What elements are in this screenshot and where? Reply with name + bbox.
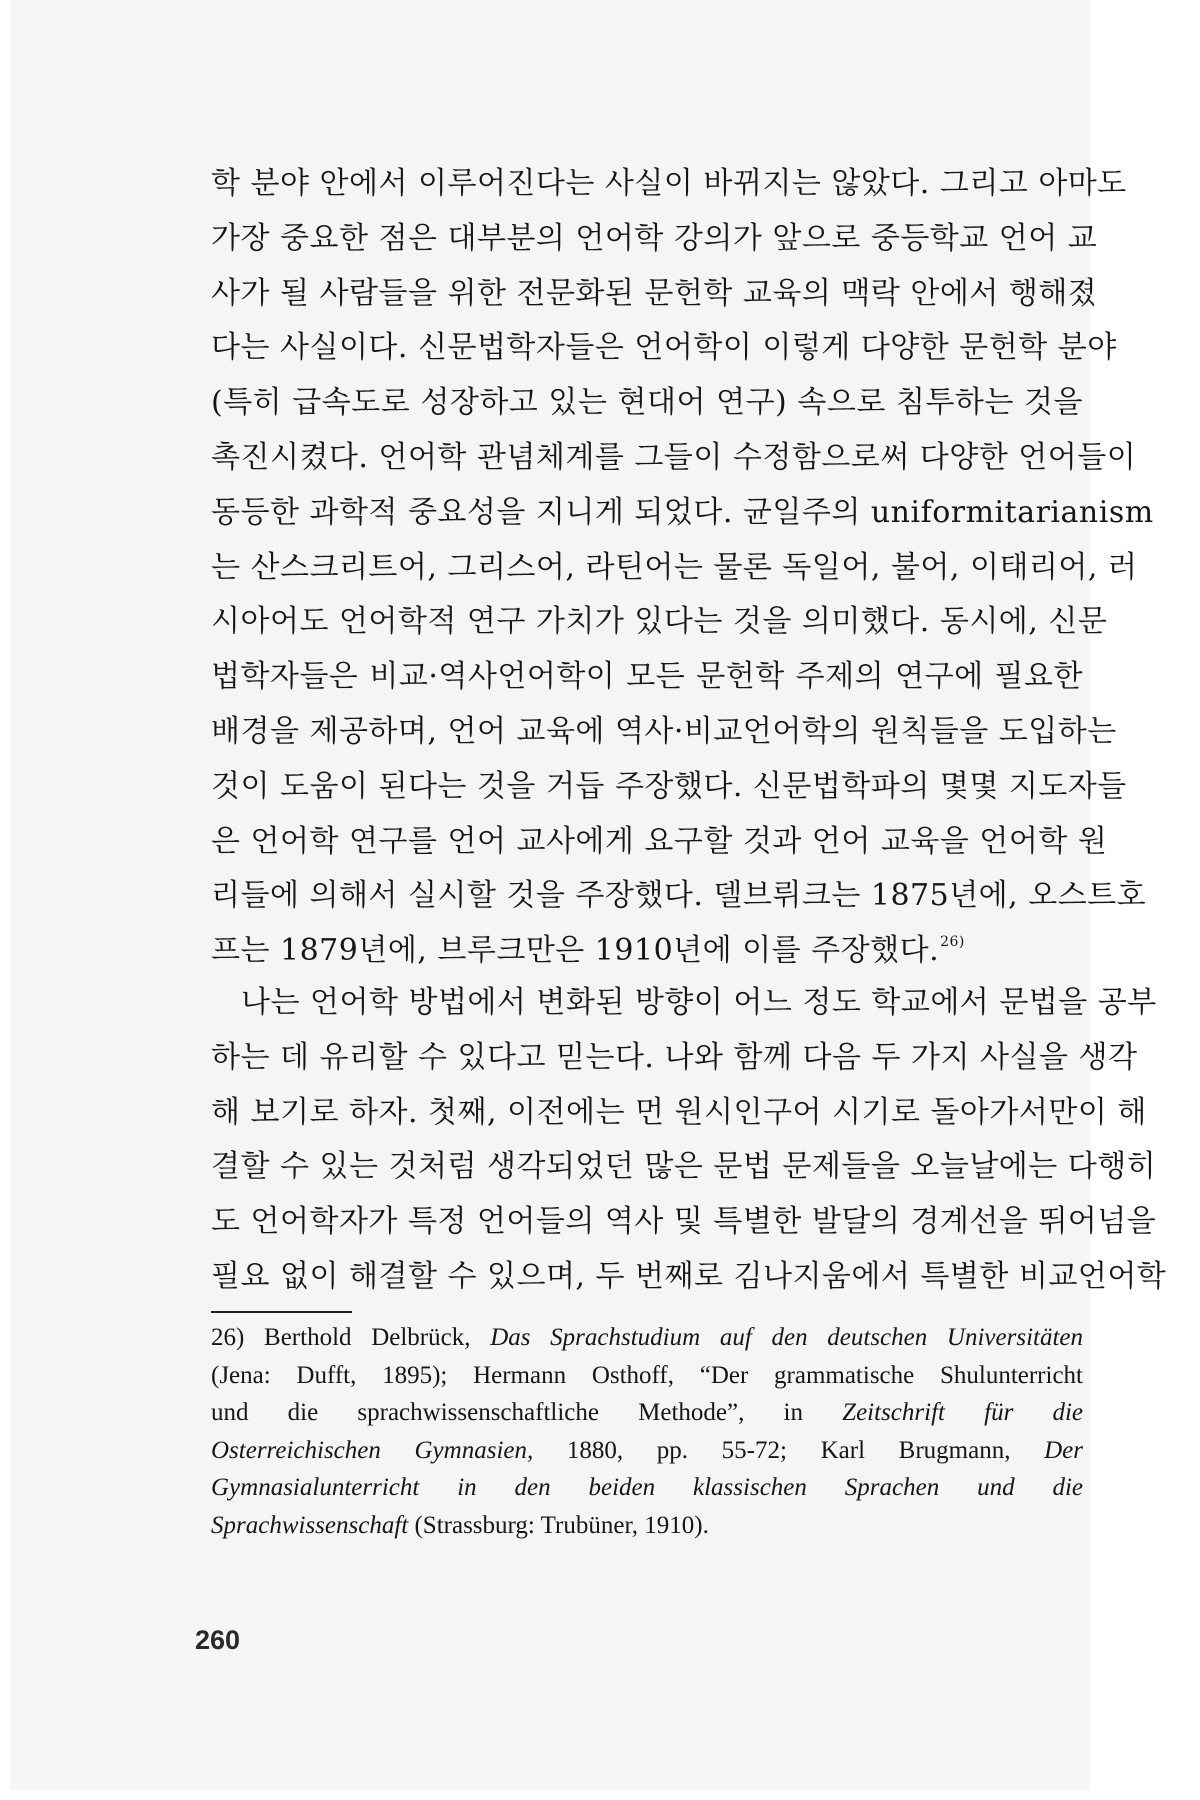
page-number: 260 (195, 1625, 241, 1655)
text-line: 결할 수 있는 것처럼 생각되었던 많은 문법 문제들을 오늘날에는 다행히 (211, 1149, 1157, 1185)
text-line: 시아어도 언어학적 연구 가치가 있다는 것을 의미했다. 동시에, 신문 (211, 604, 1108, 640)
text-line: 동등한 과학적 중요성을 지니게 되었다. 균일주의 uniformitarianism (211, 494, 1154, 530)
footnote-reference: 26) (940, 934, 965, 951)
text-line: 것이 도움이 된다는 것을 거듭 주장했다. 신문법학파의 몇몇 지도자들 (211, 768, 1127, 804)
footnote-line: Sprachwissenschaft (Strassburg: Trubüner, 1910). (211, 1511, 709, 1539)
body-paragraph-2 (211, 977, 1167, 1306)
text-line: (특히 급속도로 성장하고 있는 현대어 연구) 속으로 침투하는 것을 (211, 385, 1083, 421)
footnote-author: Berthold Delbrück, (264, 1324, 471, 1351)
footnote-line: Gymnasialunterricht in den beiden klassischen Sprachen und die (211, 1474, 1083, 1502)
footnote-title: Das Sprachstudium auf den deutschen Universitäten (490, 1324, 1084, 1351)
text-line: 하는 데 유리할 수 있다고 믿는다. 나와 함께 다음 두 가지 사실을 생각 (211, 1039, 1138, 1075)
text-line: 가장 중요한 점은 대부분의 언어학 강의가 앞으로 중등학교 언어 교 (211, 220, 1098, 256)
footnote-divider (211, 1311, 352, 1313)
text-line: 는 산스크리트어, 그리스어, 라틴어는 물론 독일어, 불어, 이태리어, 러 (211, 549, 1138, 585)
text-line: 나는 언어학 방법에서 변화된 방향이 어느 정도 학교에서 문법을 공부 (241, 985, 1157, 1020)
text-line: 필요 없이 해결할 수 있으며, 두 번째로 김나지움에서 특별한 비교언어학 (211, 1258, 1167, 1294)
text-line: 해 보기로 하자. 첫째, 이전에는 먼 원시인구어 시기로 돌아가서만이 해 (211, 1094, 1147, 1130)
text-line: 사가 될 사람들을 위한 전문화된 문헌학 교육의 맥락 안에서 행해졌 (211, 275, 1098, 311)
footnote-line: Osterreichischen Gymnasien, 1880, pp. 55-72; Karl Brugmann, Der (211, 1436, 1084, 1464)
text-line: 다는 사실이다. 신문법학자들은 언어학이 이렇게 다양한 문헌학 분야 (211, 330, 1117, 366)
footnote-26 (211, 1324, 1083, 1550)
text-line: 프는 1879년에, 브루크만은 1910년에 이를 주장했다.$^{26)}$ (211, 933, 965, 969)
footnote-line (211, 1324, 1083, 1362)
text-line: 배경을 제공하며, 언어 교육에 역사·비교언어학의 원칙들을 도입하는 (211, 713, 1117, 749)
footnote-number: 26) (211, 1324, 245, 1351)
text-line: 도 언어학자가 특정 언어들의 역사 및 특별한 발달의 경계선을 뛰어넘을 (211, 1204, 1157, 1240)
footnote-line: und die sprachwissenschaftliche Methode”, in Zeitschrift für die (211, 1399, 1084, 1427)
text-line: 은 언어학 연구를 언어 교사에게 요구할 것과 언어 교육을 언어학 원 (211, 823, 1108, 859)
text-line: 리들에 의해서 실시할 것을 주장했다. 델브뤼크는 1875년에, 오스트호 (211, 878, 1147, 914)
text-line: 학 분야 안에서 이루어진다는 사실이 바뀌지는 않았다. 그리고 아마도 (211, 166, 1127, 201)
body-paragraph-1 (211, 158, 1154, 980)
text-line: 촉진시켰다. 언어학 관념체계를 그들이 수정함으로써 다양한 언어들이 (211, 439, 1137, 475)
text-line: 법학자들은 비교·역사언어학이 모든 문헌학 주제의 연구에 필요한 (211, 659, 1083, 695)
footnote-line: (Jena: Dufft, 1895); Hermann Osthoff, “Der grammatische Shulunterricht (211, 1361, 1083, 1389)
